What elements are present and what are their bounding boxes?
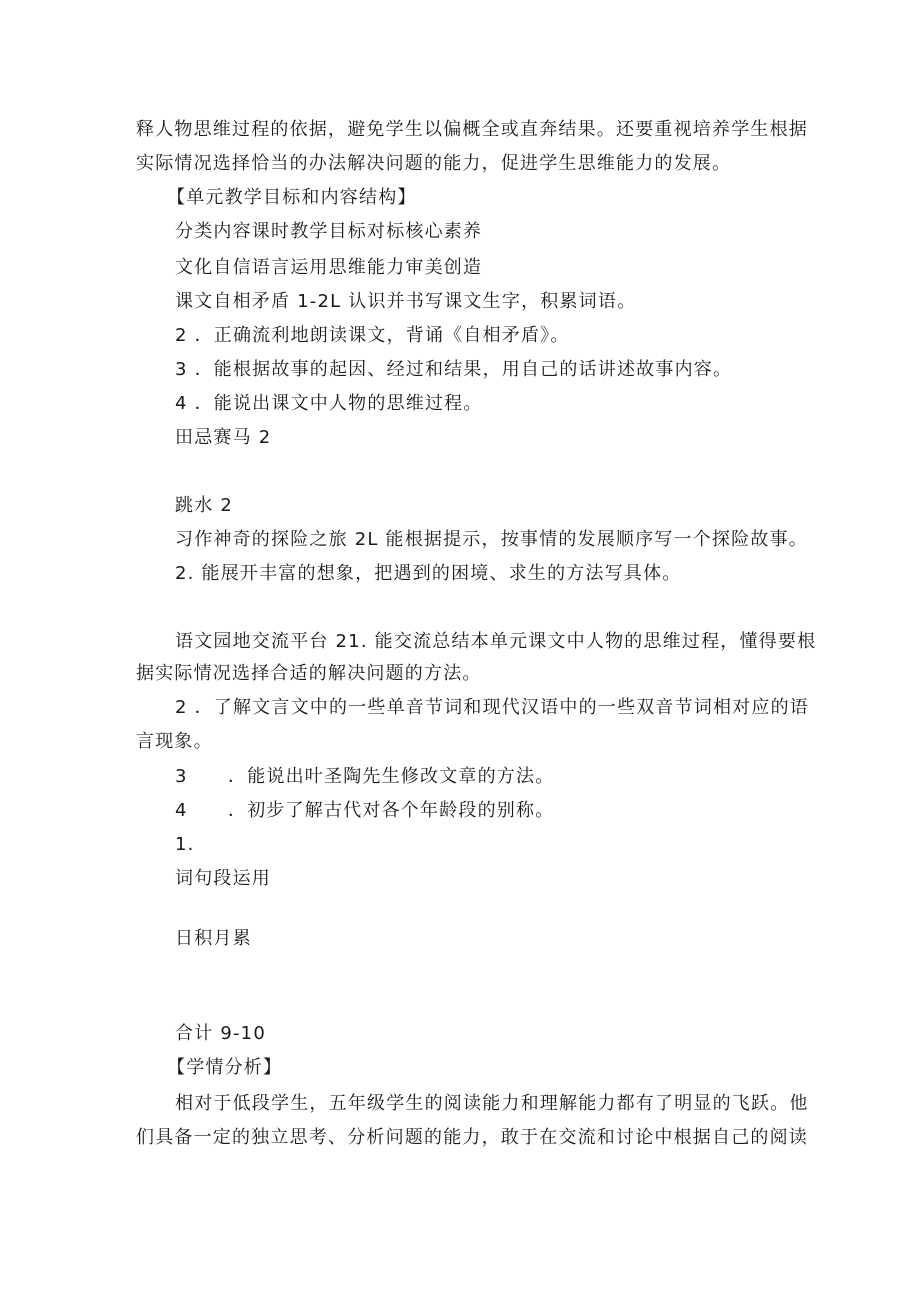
table-row: 日积月累: [175, 928, 252, 949]
table-row: 合计 9-10: [175, 1023, 266, 1044]
list-item: ．初步了解古代对各个年龄段的别称。: [228, 800, 555, 821]
paragraph-line: 们具备一定的独立思考、分析问题的能力，敢于在交流和讨论中根据自己的阅读: [136, 1127, 808, 1148]
list-item: 2 ．了解文言文中的一些单音节词和现代汉语中的一些双音节词相对应的语: [175, 697, 809, 718]
table-row: 语文园地交流平台 21. 能交流总结本单元课文中人物的思维过程，懂得要根: [175, 631, 817, 652]
section-heading: 【单元教学目标和内容结构】: [167, 187, 417, 208]
section-heading: 【学情分析】: [167, 1057, 283, 1078]
paragraph-line: 相对于低段学生，五年级学生的阅读能力和理解能力都有了明显的飞跃。他: [175, 1093, 809, 1114]
list-item: ．能说出叶圣陶先生修改文章的方法。: [228, 766, 555, 787]
list-item: 2 ．正确流利地朗读课文，背诵《自相矛盾》。: [175, 325, 570, 346]
paragraph-line: 实际情况选择恰当的办法解决问题的能力，促进学生思维能力的发展。: [136, 153, 732, 174]
table-row: 田忌赛马 2: [175, 427, 272, 448]
list-number: 4: [175, 800, 188, 821]
table-header-row: 文化自信语言运用思维能力审美创造: [175, 257, 483, 278]
paragraph-line: 言现象。: [136, 731, 213, 752]
list-item: 2. 能展开丰富的想象，把遇到的困境、求生的方法写具体。: [175, 563, 682, 584]
list-item: 4 ．能说出课文中人物的思维过程。: [175, 393, 483, 414]
list-number: 1.: [175, 834, 195, 855]
table-row: 习作神奇的探险之旅 2L 能根据提示，按事情的发展顺序写一个探险故事。: [175, 529, 808, 550]
table-row: 词句段运用: [175, 868, 271, 889]
paragraph-line: 据实际情况选择合适的解决问题的方法。: [136, 663, 482, 684]
table-row: 跳水 2: [175, 495, 233, 516]
list-number: 3: [175, 766, 188, 787]
table-header-row: 分类内容课时教学目标对标核心素养: [175, 221, 483, 242]
list-item: 3 ．能根据故事的起因、经过和结果，用自己的话讲述故事内容。: [175, 359, 733, 380]
table-row: 课文自相矛盾 1-2L 认识并书写课文生字，积累词语。: [175, 291, 637, 312]
paragraph-line: 释人物思维过程的依据，避免学生以偏概全或直奔结果。还要重视培养学生根据: [136, 119, 808, 140]
